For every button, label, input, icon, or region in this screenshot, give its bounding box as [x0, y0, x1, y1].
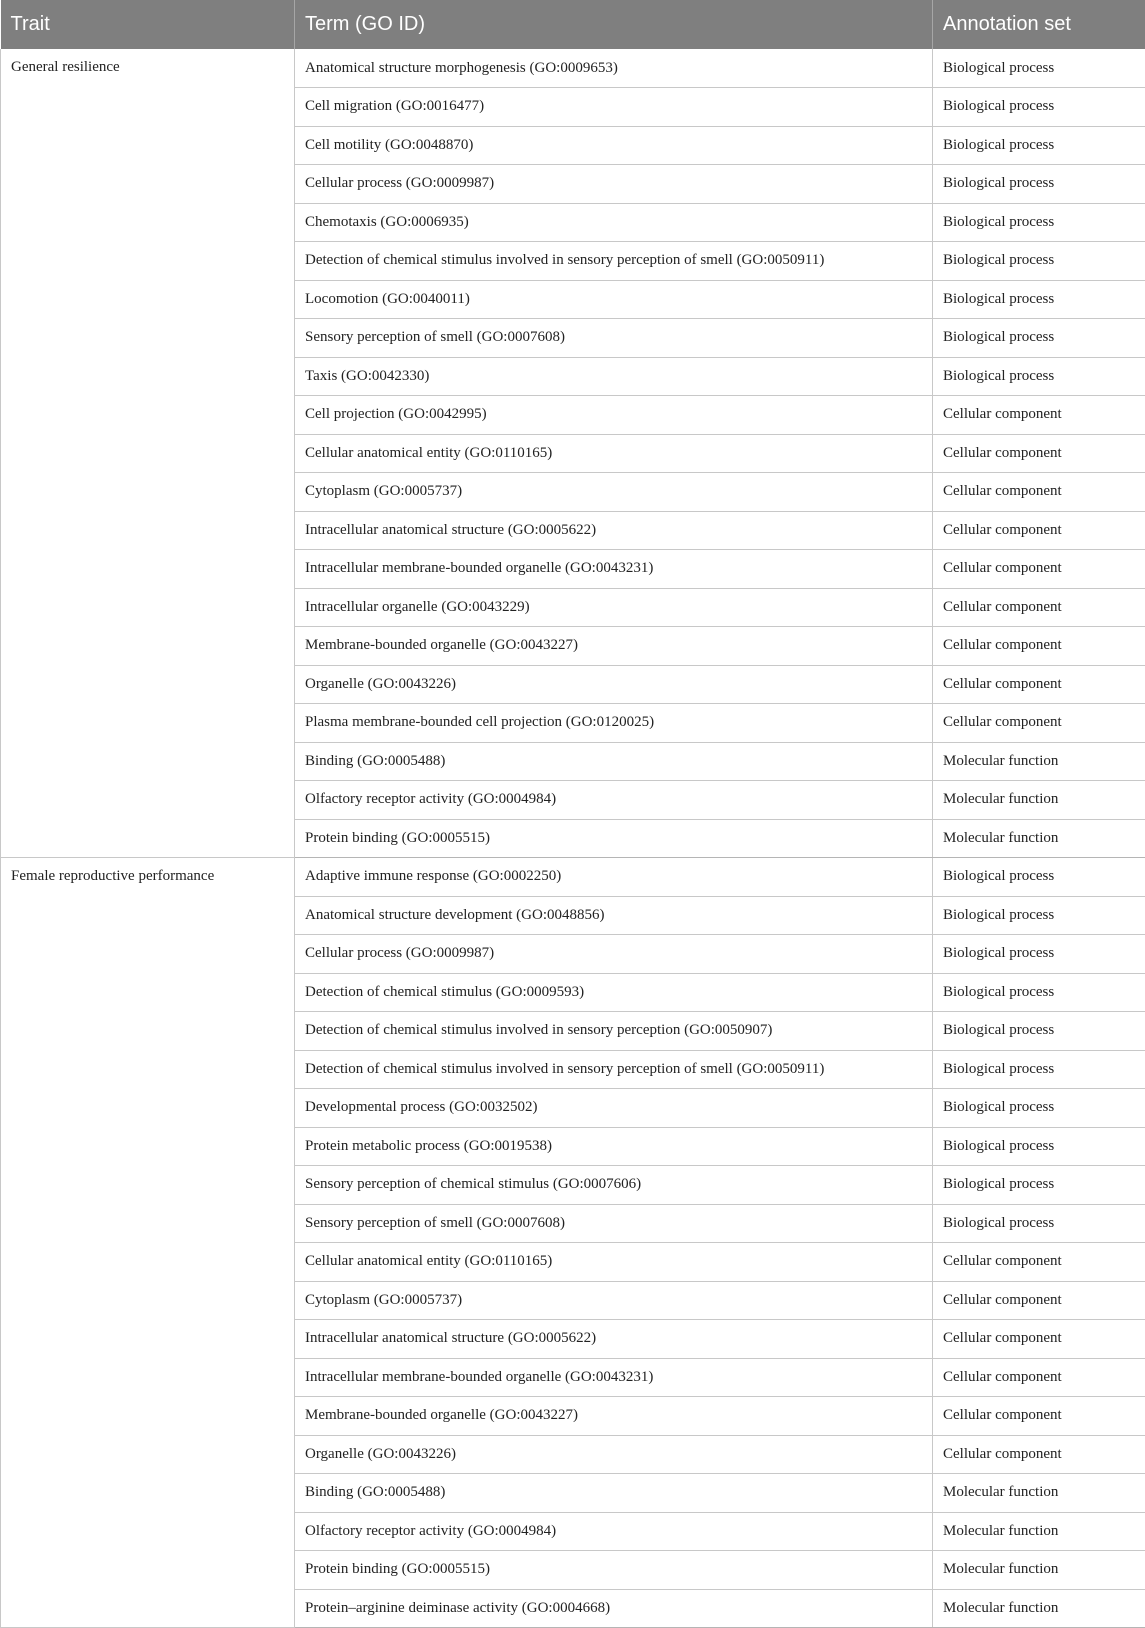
- term-cell: Detection of chemical stimulus involved in sensory perception (GO:0050907): [295, 1012, 933, 1051]
- term-cell: Binding (GO:0005488): [295, 742, 933, 781]
- term-cell: Organelle (GO:0043226): [295, 1435, 933, 1474]
- annotation-set-cell: Biological process: [933, 935, 1145, 974]
- term-cell: Olfactory receptor activity (GO:0004984): [295, 781, 933, 820]
- header-term: Term (GO ID): [295, 0, 933, 49]
- annotation-set-cell: Cellular component: [933, 396, 1145, 435]
- annotation-set-cell: Cellular component: [933, 434, 1145, 473]
- annotation-set-cell: Cellular component: [933, 1320, 1145, 1359]
- term-cell: Organelle (GO:0043226): [295, 665, 933, 704]
- term-cell: Locomotion (GO:0040011): [295, 280, 933, 319]
- table-body: [1, 49, 1145, 1628]
- term-cell: Sensory perception of smell (GO:0007608): [295, 319, 933, 358]
- annotation-set-cell: Biological process: [933, 1089, 1145, 1128]
- annotation-set-cell: Biological process: [933, 1204, 1145, 1243]
- annotation-set-cell: Cellular component: [933, 1435, 1145, 1474]
- term-cell: Detection of chemical stimulus involved in sensory perception of smell (GO:0050911): [295, 1050, 933, 1089]
- table-header: [1, 0, 1145, 49]
- term-cell: Cellular process (GO:0009987): [295, 935, 933, 974]
- term-cell: Sensory perception of chemical stimulus (GO:0007606): [295, 1166, 933, 1205]
- table-row: [1, 858, 1145, 897]
- annotation-set-cell: Biological process: [933, 280, 1145, 319]
- annotation-set-cell: Cellular component: [933, 473, 1145, 512]
- term-cell: Intracellular membrane-bounded organelle (GO:0043231): [295, 1358, 933, 1397]
- annotation-set-cell: Biological process: [933, 1050, 1145, 1089]
- term-cell: Binding (GO:0005488): [295, 1474, 933, 1513]
- header-row: [1, 0, 1145, 49]
- annotation-set-cell: Biological process: [933, 319, 1145, 358]
- annotation-set-cell: Cellular component: [933, 665, 1145, 704]
- term-cell: Cellular process (GO:0009987): [295, 165, 933, 204]
- annotation-set-cell: Biological process: [933, 126, 1145, 165]
- term-cell: Anatomical structure morphogenesis (GO:0009653): [295, 49, 933, 88]
- annotation-set-cell: Cellular component: [933, 550, 1145, 589]
- annotation-set-cell: Molecular function: [933, 781, 1145, 820]
- term-cell: Developmental process (GO:0032502): [295, 1089, 933, 1128]
- annotation-set-cell: Cellular component: [933, 1397, 1145, 1436]
- term-cell: Cell migration (GO:0016477): [295, 88, 933, 127]
- annotation-set-cell: Biological process: [933, 203, 1145, 242]
- term-cell: Anatomical structure development (GO:0048856): [295, 896, 933, 935]
- table-row: [1, 49, 1145, 88]
- annotation-set-cell: Molecular function: [933, 1512, 1145, 1551]
- term-cell: Cytoplasm (GO:0005737): [295, 1281, 933, 1320]
- term-cell: Intracellular organelle (GO:0043229): [295, 588, 933, 627]
- annotation-set-cell: Cellular component: [933, 511, 1145, 550]
- annotation-set-cell: Biological process: [933, 858, 1145, 897]
- annotation-set-cell: Biological process: [933, 1012, 1145, 1051]
- trait-cell: Female reproductive performance: [1, 858, 295, 1628]
- annotation-set-cell: Molecular function: [933, 819, 1145, 858]
- annotation-set-cell: Cellular component: [933, 1358, 1145, 1397]
- term-cell: Chemotaxis (GO:0006935): [295, 203, 933, 242]
- annotation-set-cell: Biological process: [933, 1127, 1145, 1166]
- term-cell: Protein metabolic process (GO:0019538): [295, 1127, 933, 1166]
- term-cell: Protein binding (GO:0005515): [295, 819, 933, 858]
- term-cell: Intracellular anatomical structure (GO:0005622): [295, 511, 933, 550]
- trait-cell: General resilience: [1, 49, 295, 858]
- annotation-set-cell: Biological process: [933, 973, 1145, 1012]
- annotation-set-cell: Molecular function: [933, 1589, 1145, 1628]
- header-trait: Trait: [1, 0, 295, 49]
- term-cell: Detection of chemical stimulus involved in sensory perception of smell (GO:0050911): [295, 242, 933, 281]
- annotation-set-cell: Biological process: [933, 88, 1145, 127]
- term-cell: Olfactory receptor activity (GO:0004984): [295, 1512, 933, 1551]
- annotation-set-cell: Biological process: [933, 242, 1145, 281]
- annotation-set-cell: Molecular function: [933, 1474, 1145, 1513]
- term-cell: Adaptive immune response (GO:0002250): [295, 858, 933, 897]
- term-cell: Membrane-bounded organelle (GO:0043227): [295, 627, 933, 666]
- term-cell: Protein binding (GO:0005515): [295, 1551, 933, 1590]
- term-cell: Sensory perception of smell (GO:0007608): [295, 1204, 933, 1243]
- term-cell: Protein–arginine deiminase activity (GO:0004668): [295, 1589, 933, 1628]
- term-cell: Detection of chemical stimulus (GO:0009593): [295, 973, 933, 1012]
- annotation-set-cell: Molecular function: [933, 742, 1145, 781]
- term-cell: Cell projection (GO:0042995): [295, 396, 933, 435]
- term-cell: Intracellular membrane-bounded organelle (GO:0043231): [295, 550, 933, 589]
- term-cell: Taxis (GO:0042330): [295, 357, 933, 396]
- term-cell: Cellular anatomical entity (GO:0110165): [295, 434, 933, 473]
- term-cell: Membrane-bounded organelle (GO:0043227): [295, 1397, 933, 1436]
- term-cell: Cytoplasm (GO:0005737): [295, 473, 933, 512]
- annotation-set-cell: Cellular component: [933, 704, 1145, 743]
- annotation-set-cell: Cellular component: [933, 588, 1145, 627]
- annotation-set-cell: Biological process: [933, 896, 1145, 935]
- term-cell: Plasma membrane-bounded cell projection (GO:0120025): [295, 704, 933, 743]
- annotation-set-cell: Cellular component: [933, 1281, 1145, 1320]
- annotation-set-cell: Molecular function: [933, 1551, 1145, 1590]
- term-cell: Cell motility (GO:0048870): [295, 126, 933, 165]
- annotation-set-cell: Biological process: [933, 357, 1145, 396]
- annotation-set-cell: Biological process: [933, 49, 1145, 88]
- term-cell: Intracellular anatomical structure (GO:0005622): [295, 1320, 933, 1359]
- term-cell: Cellular anatomical entity (GO:0110165): [295, 1243, 933, 1282]
- annotation-set-cell: Biological process: [933, 1166, 1145, 1205]
- annotation-set-cell: Cellular component: [933, 627, 1145, 666]
- header-annotation-set: Annotation set: [933, 0, 1145, 49]
- annotation-set-cell: Cellular component: [933, 1243, 1145, 1282]
- annotation-set-cell: Biological process: [933, 165, 1145, 204]
